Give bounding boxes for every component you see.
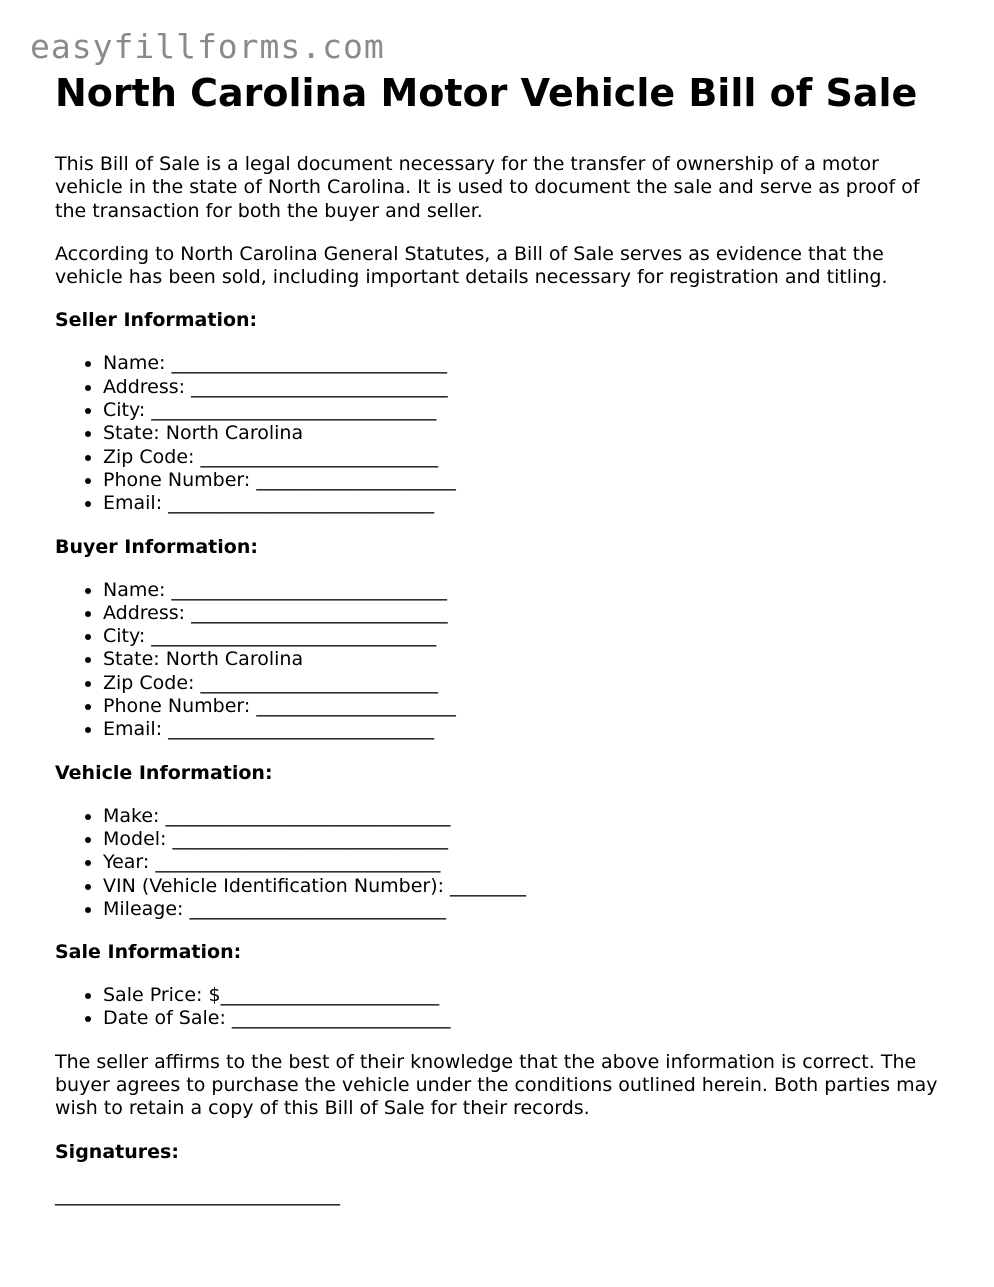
- sale-date-field: • Date of Sale: _______________________: [103, 1007, 945, 1030]
- seller-name-field: • Name: _____________________________: [103, 352, 945, 375]
- sale-heading: Sale Information:: [55, 941, 242, 964]
- seller-email-field: • Email: ____________________________: [103, 492, 945, 515]
- vehicle-mileage-field: • Mileage: ___________________________: [103, 898, 945, 921]
- seller-phone-field: • Phone Number: _____________________: [103, 469, 945, 492]
- vehicle-vin-field: • VIN (Vehicle Identification Number): ________: [103, 875, 945, 898]
- page-title: North Carolina Motor Vehicle Bill of Sale: [55, 71, 918, 115]
- intro-paragraph-1: This Bill of Sale is a legal document necessary for the transfer of ownership of a motor vehicle in the state of North Carolina. It is used to document the sale and serve as proof of the transaction for both the buyer and seller.: [55, 153, 920, 222]
- vehicle-heading: Vehicle Information:: [55, 761, 273, 784]
- buyer-address-field: • Address: ___________________________: [103, 602, 945, 625]
- seller-list: [55, 352, 945, 515]
- seller-address-field: • Address: ___________________________: [103, 376, 945, 399]
- sale-list: [55, 984, 945, 1031]
- intro-paragraph-2: According to North Carolina General Statutes, a Bill of Sale serves as evidence that the vehicle has been sold, including important details necessary for registration and titling.: [55, 242, 888, 289]
- vehicle-make-field: • Make: ______________________________: [103, 805, 945, 828]
- buyer-city-field: • City: ______________________________: [103, 625, 945, 648]
- buyer-heading: Buyer Information:: [55, 535, 258, 558]
- sale-price-field: • Sale Price: $_______________________: [103, 984, 945, 1007]
- buyer-phone-field: • Phone Number: _____________________: [103, 695, 945, 718]
- vehicle-list: [55, 805, 945, 921]
- closing-paragraph: The seller affirms to the best of their knowledge that the above information is correct. The buyer agrees to purchase the vehicle under the conditions outlined herein. Both parties may wish to retain a copy of this Bill of Sale for their records.: [55, 1050, 938, 1120]
- signatures-heading: Signatures:: [55, 1140, 179, 1163]
- watermark: easyfillforms.com: [30, 27, 385, 66]
- vehicle-model-field: • Model: _____________________________: [103, 828, 945, 851]
- document-page: [55, 70, 945, 1207]
- buyer-email-field: • Email: ____________________________: [103, 718, 945, 741]
- buyer-state-field: • State: North Carolina: [103, 648, 945, 671]
- seller-zip-field: • Zip Code: _________________________: [103, 446, 945, 469]
- signature-line: ______________________________: [55, 1183, 340, 1206]
- seller-city-field: • City: ______________________________: [103, 399, 945, 422]
- buyer-list: [55, 579, 945, 742]
- buyer-zip-field: • Zip Code: _________________________: [103, 672, 945, 695]
- seller-heading: Seller Information:: [55, 309, 258, 332]
- seller-state-field: • State: North Carolina: [103, 422, 945, 445]
- buyer-name-field: • Name: _____________________________: [103, 579, 945, 602]
- vehicle-year-field: • Year: ______________________________: [103, 851, 945, 874]
